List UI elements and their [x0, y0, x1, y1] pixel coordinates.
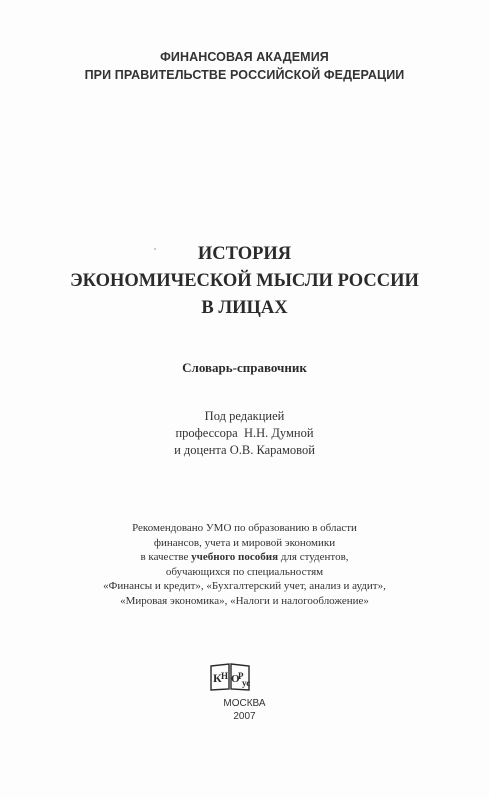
svg-text:Н: Н [221, 671, 229, 681]
editors-line-2: профессора Н.Н. Думной [175, 426, 314, 440]
publisher-line-1: ФИНАНСОВАЯ АКАДЕМИЯ [160, 50, 329, 64]
title-line-1: ИСТОРИЯ [197, 244, 292, 264]
publisher-line-2: ПРИ ПРАВИТЕЛЬСТВЕ РОССИЙСКОЙ ФЕДЕРАЦИИ [84, 68, 405, 82]
knorus-logo-icon [208, 662, 252, 692]
recommendation-block [0, 521, 489, 608]
recommendation-line-6: «Мировая экономика», «Налоги и налогообложение» [120, 594, 369, 607]
publisher-block [0, 48, 489, 84]
imprint-year: 2007 [233, 711, 256, 722]
svg-text:ус: ус [242, 678, 251, 688]
editors-line-1: Под редакцией [204, 409, 285, 423]
svg-text:О: О [231, 673, 240, 685]
book-title [0, 241, 489, 322]
recommendation-line-2: финансов, учета и мировой экономики [153, 536, 336, 549]
editors-line-3: и доцента О.В. Карамовой [174, 443, 315, 457]
recommendation-line-5: «Финансы и кредит», «Бухгалтерский учет, анализ и аудит», [103, 580, 386, 592]
recommendation-line-3-after: для студентов, [278, 551, 349, 563]
imprint-block [0, 697, 489, 723]
title-line-2: ЭКОНОМИЧЕСКОЙ МЫСЛИ РОССИИ [70, 271, 419, 291]
editors-block [0, 408, 489, 459]
recommendation-line-3 [0, 550, 489, 565]
book-subtitle: Словарь-справочник [182, 360, 307, 375]
recommendation-line-1: Рекомендовано УМО по образованию в области [132, 522, 357, 534]
recommendation-line-4: обучающихся по специальностям [165, 565, 324, 578]
recommendation-line-3-bold: учебного пособия [191, 551, 279, 563]
title-line-3: В ЛИЦАХ [201, 298, 288, 318]
svg-text:К: К [213, 671, 222, 685]
svg-text:Р: Р [238, 671, 244, 681]
imprint-city: МОСКВА [223, 698, 266, 709]
recommendation-line-3-before: в качестве [140, 551, 192, 563]
